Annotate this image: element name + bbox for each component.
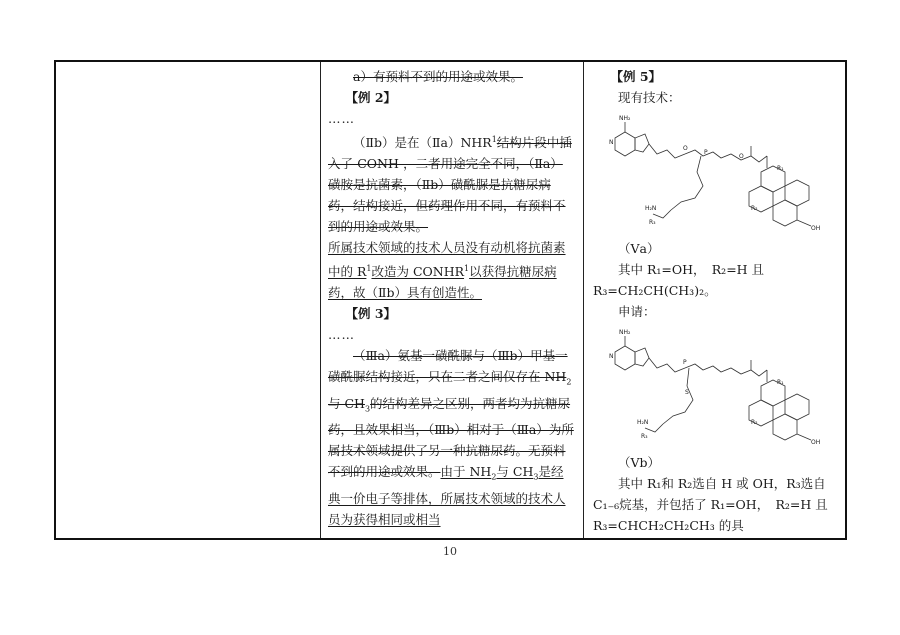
example-2-conclusion: 所属技术领域的技术人员没有动机将抗菌素中的 $R^1$改造为 CONHR$^1$以获得抗糖尿病药，故（Ⅱb）具有创造性。 (328, 240, 566, 301)
svg-text:P: P (704, 149, 708, 156)
svg-text:N: N (609, 353, 614, 360)
structure-va-label: （Ⅴa） (618, 241, 660, 256)
svg-text:OH: OH (811, 225, 821, 232)
example-2-heading: 【例 2】 (345, 90, 397, 105)
right-column (587, 62, 847, 538)
svg-text:R₂: R₂ (751, 205, 758, 212)
structure-vb-description: 其中 R₁和 R₂选自 H 或 OH，R₃选自 C₁₋₆烷基，并包括了 R₁=OH， R₂=H 且 R₃=CHCH₂CH₂CH₃ 的具 (593, 476, 828, 533)
example-5-heading: 【例 5】 (610, 69, 662, 84)
svg-text:S: S (685, 389, 689, 396)
example-2-paragraph: （Ⅱb）是在（Ⅱa）NHR$^1$结构片段中插入了-CONH-，二者用途完全不同，（Ⅱa）磺胺是抗菌素，（Ⅱb）磺酰脲是抗糖尿病药，结构接近，但药理作用不同，有预料不到的用途或效果。 (328, 135, 572, 235)
ellipsis: …… (328, 327, 355, 343)
text-line-a: a）有预料不到的用途或效果。 (353, 69, 523, 84)
svg-text:P: P (683, 359, 687, 366)
svg-text:NH₂: NH₂ (619, 329, 631, 336)
ellipsis: …… (328, 111, 355, 126)
svg-text:H₂N: H₂N (637, 419, 649, 426)
structure-va-description: 其中 R₁=OH， R₂=H 且 R₃=CH₂CH(CH₃)₂。 (593, 262, 765, 298)
application-label: 申请： (618, 304, 656, 319)
svg-text:O: O (683, 145, 688, 152)
structure-vb-label: （Ⅴb） (618, 455, 661, 470)
column-divider (583, 62, 584, 538)
svg-text:NH₂: NH₂ (619, 115, 631, 122)
svg-text:R₃: R₃ (649, 219, 656, 226)
svg-text:O: O (739, 153, 744, 160)
column-divider (320, 62, 321, 538)
svg-text:R₃: R₃ (641, 433, 648, 440)
prior-art-label: 现有技术： (618, 90, 681, 105)
middle-column (324, 62, 578, 538)
document-table (54, 60, 847, 540)
example-3-heading: 【例 3】 (345, 306, 397, 322)
svg-text:R₁: R₁ (777, 379, 784, 386)
svg-text:N: N (609, 139, 614, 146)
structure-va-image (601, 110, 831, 240)
svg-text:R₂: R₂ (751, 419, 758, 426)
page-number: 10 (443, 545, 457, 558)
structure-vb-image (601, 324, 831, 454)
svg-text:R₁: R₁ (777, 165, 784, 172)
svg-text:H₂N: H₂N (645, 205, 657, 212)
svg-text:OH: OH (811, 439, 821, 446)
example-3-paragraph: （Ⅲa）氨基一磺酰脲与（Ⅲb）甲基一磺酰脲结构接近，只在二者之间仅存在 $NH_2$与 $CH_3$的结构差异之区别，两者均为抗糖尿药，且效果相当，（Ⅲb）相对于（Ⅲa）为所属技术领域提供了另一种抗糖尿药。无预料不到的用途或效果。由于 $NH_2$与 $CH_3$是经典一价电子等排体，所属技术领域的技术人员为获得相同或相当 (328, 348, 574, 527)
